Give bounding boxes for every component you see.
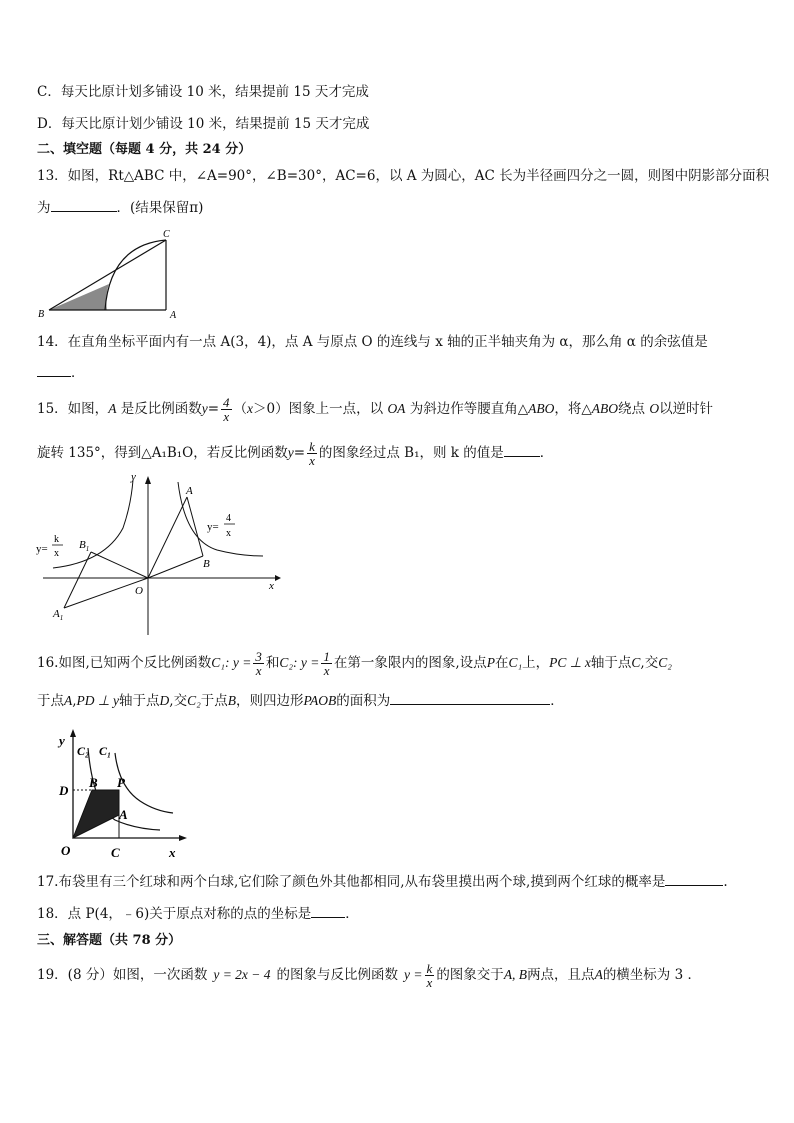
answer-blank xyxy=(665,873,723,886)
q17: 17.布袋里有三个红球和两个白球,它们除了颜色外其他都相同,从布袋里摸出两个球,摸到两个红球的概率是 . xyxy=(37,874,728,890)
axis-label-x: x xyxy=(269,580,274,592)
label-b1: $B_1$ xyxy=(79,539,90,553)
label-p: P xyxy=(117,775,125,790)
q14-line2: ． xyxy=(37,364,85,382)
q13-line1: 13．如图，Rt△ABC 中，∠A=90°，∠B=30°，AC=6，以 A 为圆心，AC 长为半径画四分之一圆，则图中阴影部分面积 xyxy=(37,168,770,184)
label-a1: $A_1$ xyxy=(53,608,64,622)
label-c: C xyxy=(163,229,170,240)
fraction-1-over-x: $\frac{1}{x}$ xyxy=(323,649,330,678)
quadrilateral-paob xyxy=(73,790,119,838)
fraction-4-over-x: $\frac{4}{x}$ xyxy=(223,395,230,424)
label-c2: C₂ xyxy=(77,744,90,758)
svg-text:x: x xyxy=(54,548,59,559)
label-o: O xyxy=(135,585,143,597)
answer-blank xyxy=(390,692,550,705)
fraction-k-over-x: $\frac{k}{x}$ xyxy=(309,439,315,468)
answer-blank xyxy=(51,199,117,212)
axis-label-x: x xyxy=(169,845,176,860)
svg-text:x: x xyxy=(226,528,231,539)
label-b: B xyxy=(203,558,210,570)
label-b: B xyxy=(38,309,45,320)
q15-line1: 15．如图，A 是反比例函数y= $\frac{4}{x}$ （x＞0）图象上一点，以 OA 为斜边作等腰直角△ABO，将△ABO绕点 O以逆时针 xyxy=(37,395,714,424)
label-a: A xyxy=(170,310,177,320)
fraction-3-over-x: $\frac{3}{x}$ xyxy=(255,649,262,678)
option-c: C．每天比原计划多铺设 10 米，结果提前 15 天才完成 xyxy=(37,84,369,100)
section-title-solutions: 三、解答题（共 78 分） xyxy=(37,933,182,948)
label-y-eq-k: y= xyxy=(36,543,48,555)
answer-blank xyxy=(37,364,71,377)
q16-line1: 16.如图,已知两个反比例函数C₁: y = $\frac{3}{x}$ 和C₂: y = $\frac{1}{x}$ 在第一象限内的图象,设点P在C₁上，PC ⊥ x轴于点C,交C₂ xyxy=(37,649,672,678)
q15-line2: 旋转 135°，得到△A₁B₁O，若反比例函数y= $\frac{k}{x}$ 的图象经过点 B₁，则 k 的值是 ． xyxy=(37,439,554,468)
q16-figure xyxy=(55,725,195,865)
section-title-fill-in: 二、填空题（每题 4 分，共 24 分） xyxy=(37,142,252,157)
q15-figure xyxy=(35,470,285,640)
axis-label-y: y xyxy=(59,733,65,748)
shaded-region xyxy=(49,284,109,310)
label-a: A xyxy=(119,807,128,822)
label-c1: C₁ xyxy=(99,744,112,758)
answer-blank xyxy=(504,444,540,457)
label-o: O xyxy=(61,843,71,858)
label-d: D xyxy=(59,783,69,798)
q14-line1: 14．在直角坐标平面内有一点 A(3，4)，点 A 与原点 O 的连线与 x 轴的正半轴夹角为 α，那么角 α 的余弦值是 xyxy=(37,334,708,350)
option-d: D．每天比原计划少铺设 10 米，结果提前 15 天才完成 xyxy=(37,116,370,132)
label-a: A xyxy=(186,485,193,497)
q19-line1: 19．(8 分）如图，一次函数 y = 2x − 4 的图象与反比例函数 y = $\frac{k}{x}$ 的图象交于A, B两点，且点A的横坐标为 3 ． xyxy=(37,961,701,990)
label-b: B xyxy=(89,775,98,790)
q13-line2: 为 ．(结果保留π) xyxy=(37,200,204,216)
label-y-eq-4: y= xyxy=(207,521,219,533)
fraction-k-over-x: $\frac{k}{x}$ xyxy=(426,961,433,990)
q13-figure xyxy=(35,225,185,320)
svg-text:4: 4 xyxy=(226,513,231,524)
label-c: C xyxy=(111,845,120,860)
svg-text:k: k xyxy=(54,534,59,545)
axis-label-y: y xyxy=(131,471,136,483)
q16-line2: 于点A,PD ⊥ y轴于点D,交C₂于点B，则四边形PAOB的面积为 ． xyxy=(37,693,564,709)
q18: 18．点 P(4，﹣6)关于原点对称的点的坐标是 ． xyxy=(37,906,359,922)
answer-blank xyxy=(311,905,345,918)
